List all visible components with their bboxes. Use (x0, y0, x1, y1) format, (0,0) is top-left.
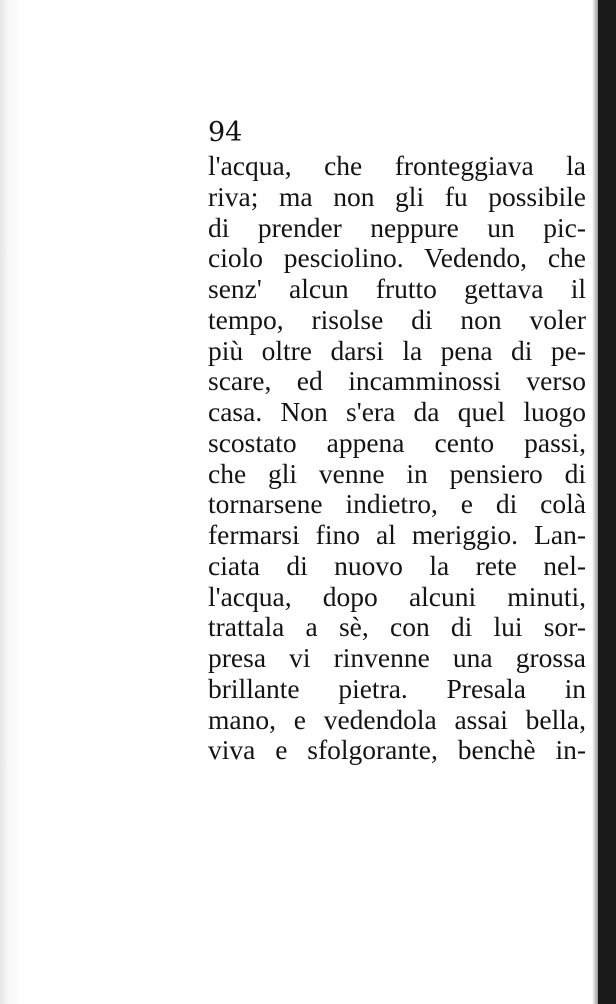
text-line: che gli venne in pensiero di (208, 457, 586, 489)
body-text (208, 151, 586, 766)
text-line: scare, ed incamminossi verso (208, 365, 586, 397)
text-line: più oltre darsi la pena di pe- (208, 334, 586, 366)
text-line: l'acqua, dopo alcuni minuti, (208, 580, 586, 612)
text-line: senz' alcun frutto gettava il (208, 273, 586, 304)
text-line: trattala a sè, con di lui sor- (208, 611, 586, 643)
text-line: casa. Non s'era da quel luogo (208, 396, 586, 427)
text-line: l'acqua, che fronteggiava la (208, 150, 586, 181)
page-gutter-shadow (0, 0, 22, 1004)
text-line: di prender neppure un pic- (208, 211, 586, 243)
text-line: presa vi rinvenne una grossa (208, 642, 586, 673)
text-line: viva e sfolgorante, benchè in- (208, 734, 586, 766)
page-number: 94 (208, 117, 243, 148)
text-line: scostato appena cento passi, (208, 426, 586, 458)
text-line: fermarsi fino al meriggio. Lan- (208, 519, 586, 550)
text-line: riva; ma non gli fu possibile (208, 180, 586, 212)
text-line: tempo, risolse di non voler (208, 303, 586, 335)
page-edge-border (598, 0, 616, 1004)
text-line: brillante pietra. Presala in (208, 672, 586, 704)
text-line: ciolo pesciolino. Vedendo, che (208, 242, 586, 274)
text-line: ciata di nuovo la rete nel- (208, 549, 586, 581)
text-line: mano, e vedendola assai bella, (208, 703, 586, 735)
text-line: tornarsene indietro, e di colà (208, 488, 586, 520)
